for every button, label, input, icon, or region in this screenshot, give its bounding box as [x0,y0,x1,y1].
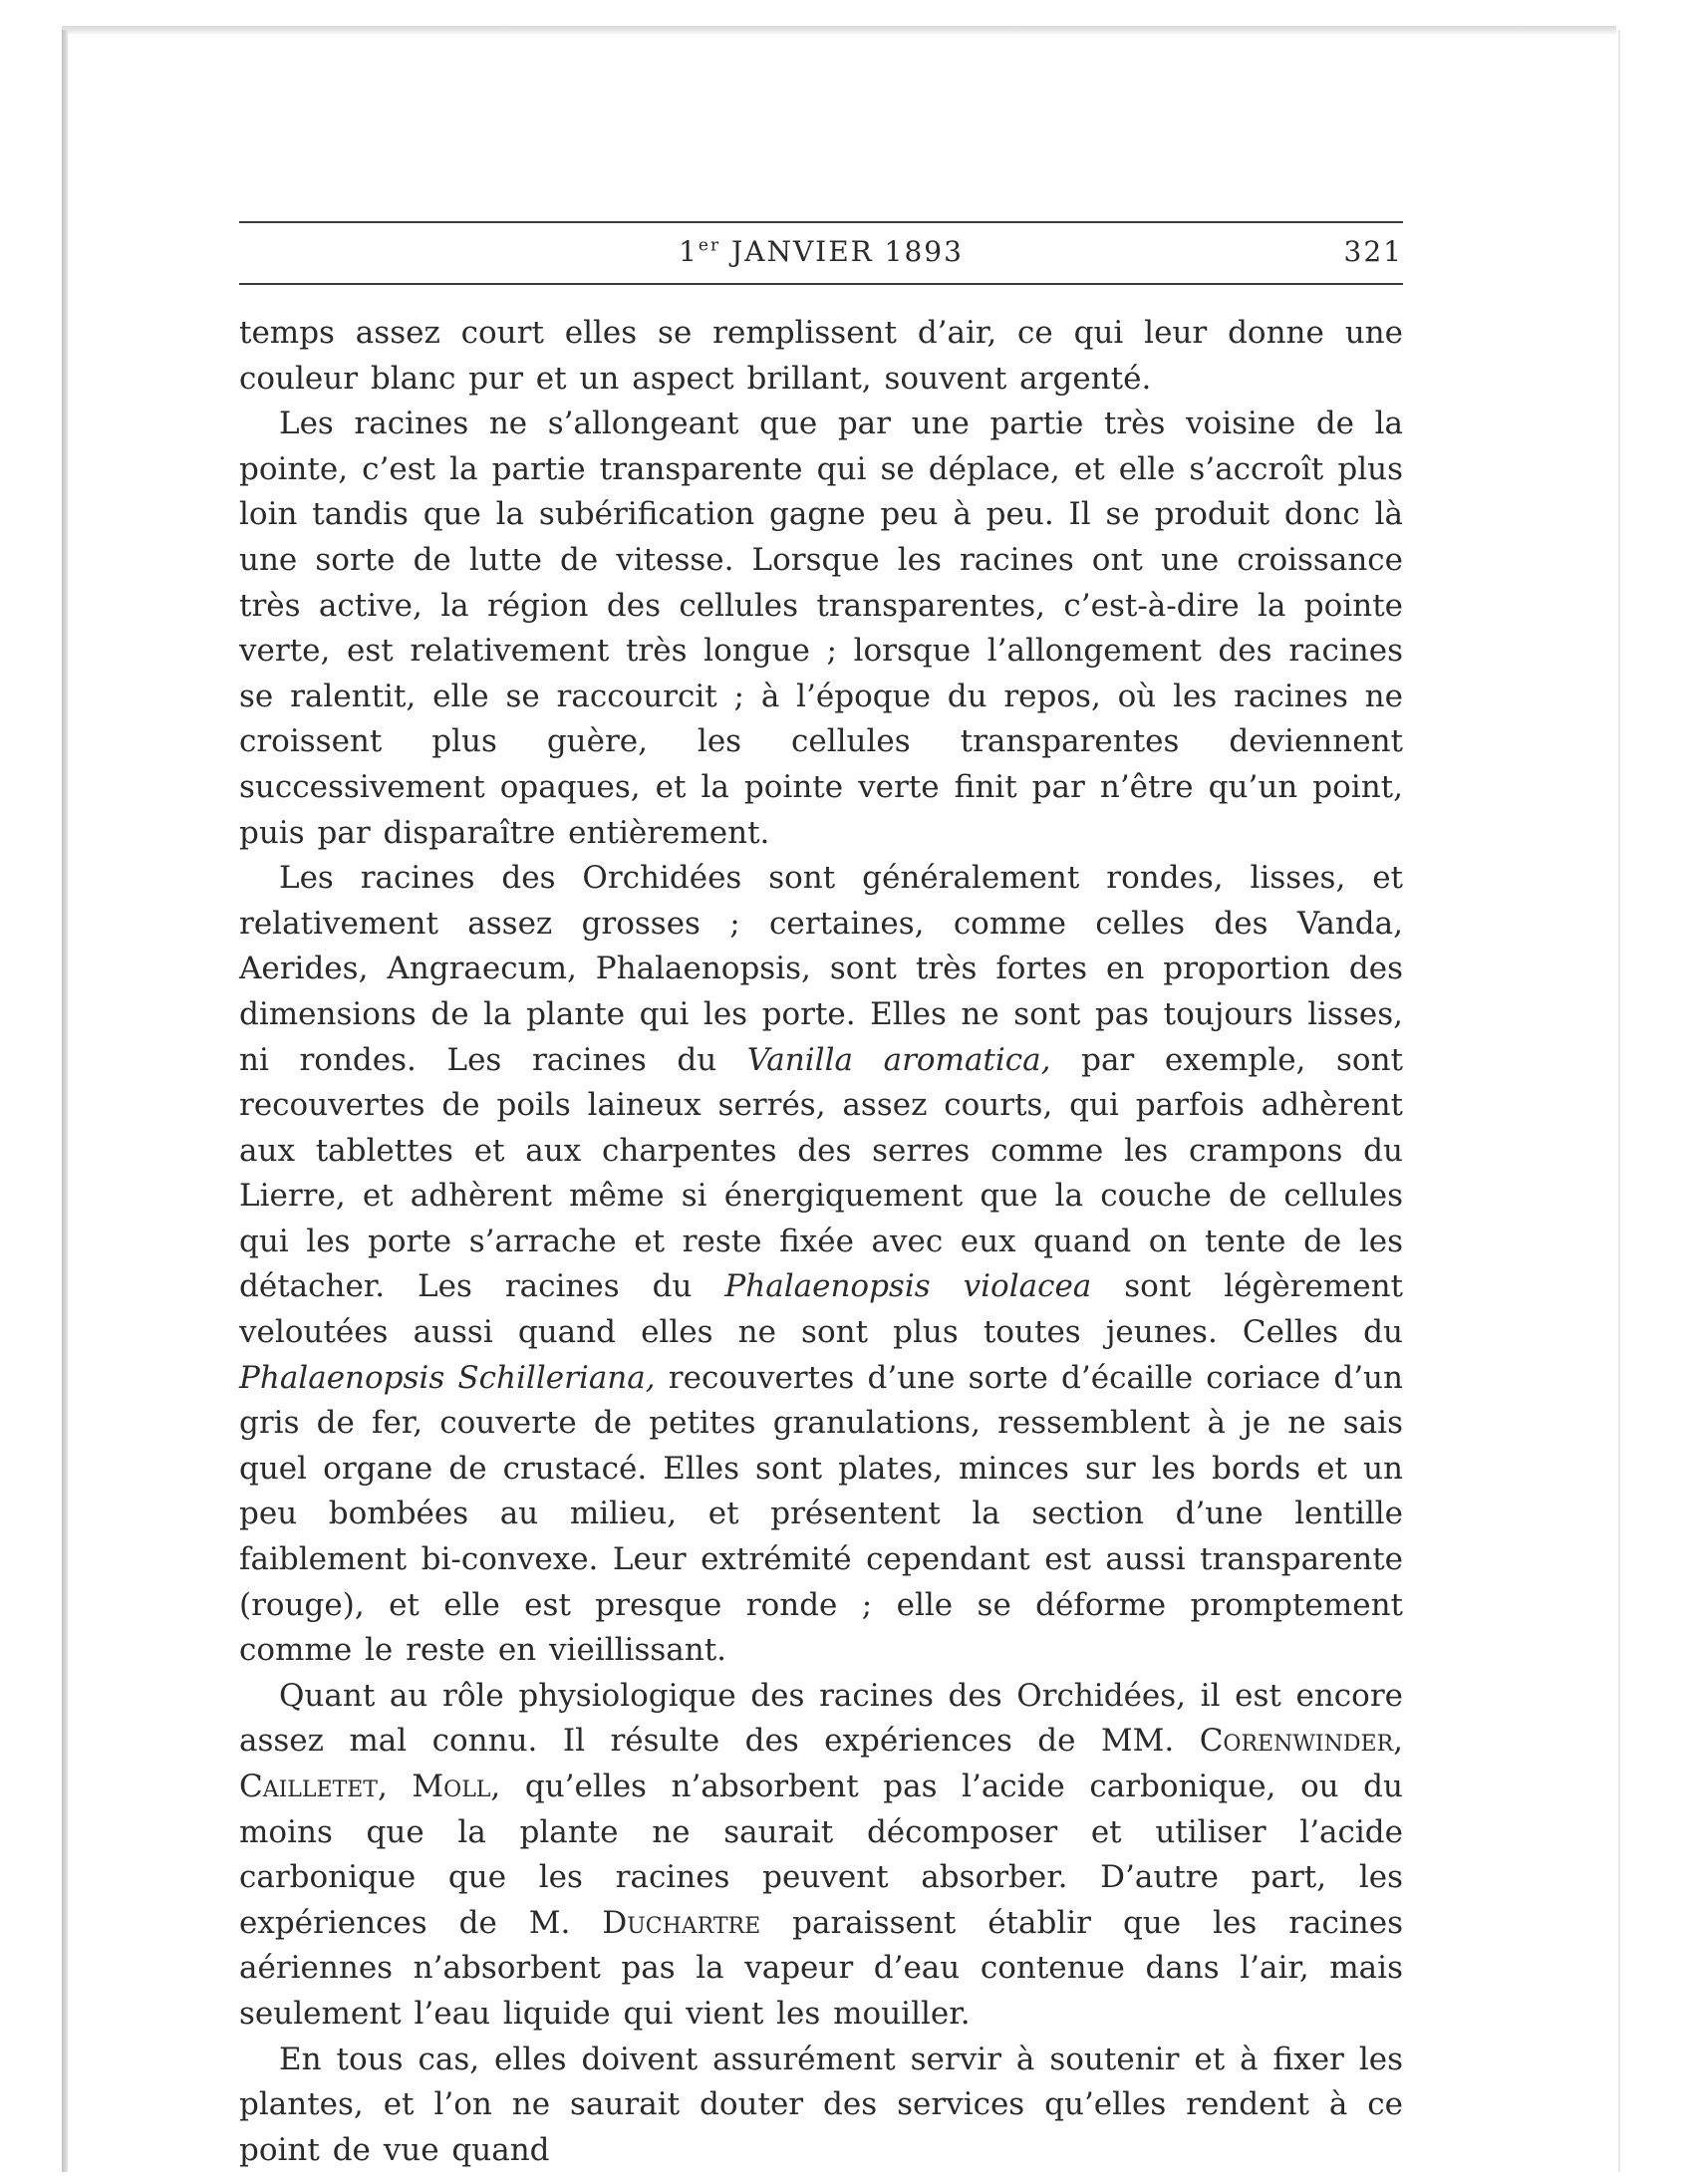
scan-top-edge [62,26,1616,34]
paragraph-text: sont légèrement veloutées aussi quand elles ne sont plus toutes jeunes. Celles du [239,1268,1404,1351]
header-bottom-rule [239,283,1403,285]
paragraph-4 [239,1674,1403,2038]
paragraph-2 [239,402,1403,856]
author-name: Corenwinder [1199,1723,1394,1760]
paragraph-text: En tous cas, elles doivent assurément servir à soutenir et à fixer les plantes, et l’on ne saurait douter des services qu’elles rendent à ce point de vue quand [239,2041,1403,2168]
paragraph-5 [239,2038,1403,2174]
paragraph-text: paraissent établir que les racines aériennes n’absorbent pas la vapeur d’eau contenue dans l’air, mais seulement l’eau liquide qui vient les mouiller. [239,1904,1404,2032]
author-name: Cailletet [239,1769,378,1804]
paragraph-text: Les racines des Orchidées sont généralement rondes, lisses, et relativement assez grosses ; certaines, comme celles des Vanda, Aerides, Angraecum, Phalaenopsis, sont très fortes en proportion des dimensions de la plante qui les porte. Elles ne sont pas toujours lisses, ni rondes. Les racines du [239,860,1403,1078]
running-head-date [239,235,1403,268]
paragraph-text: recouvertes d’une sorte d’écaille coriace d’un gris de fer, couverte de petites granulations, ressemblent à je ne sais quel organe de crustacé. Elles sont plates, minces sur les bords et un peu bombées au milieu, et présentent la section d’une lentille faiblement bi-convexe. Leur extrémité cependant est aussi transparente (rouge), et elle est presque ronde ; elle se déforme promptement comme le reste en vieillissant. [239,1359,1403,1669]
paragraph-text: , qu’elles n’absorbent pas l’acide carbonique, ou du moins que la plante ne saurait décomposer et utiliser l’acide carbonique que les racines peuvent absorber. D’autre part, les expériences de M. [239,1769,1403,1941]
author-name: Duchartre [602,1904,761,1941]
paragraph-text: temps assez court elles se remplissent d’air, ce qui leur donne une couleur blanc pur et un aspect brillant, souvent argenté. [239,315,1403,397]
page-content [239,221,1403,2173]
scan-right-edge [1618,30,1620,2172]
italic-species-name: Phalaenopsis violacea [724,1268,1092,1305]
running-head-month-year: JANVIER 1893 [731,235,964,268]
paragraph-text: Quant au rôle physiologique des racines des Orchidées, il est encore assez mal connu. Il résulte des expériences de MM. [239,1677,1403,1760]
running-head-day-suffix: er [698,235,721,256]
paragraph-text: , [1393,1723,1403,1760]
paragraph-text: par exemple, sont recouvertes de poils laineux serrés, assez courts, qui parfois adhèrent aux tablettes et aux charpentes des serres comme les crampons du Lierre, et adhèrent même si énergiquement que la couche de cellules qui les porte s’arrache et reste fixée avec eux quand on tente de les détacher. Les racines du [239,1041,1403,1305]
scan-left-edge [62,30,68,2172]
body-text [239,311,1403,2173]
paragraph-text: , [377,1769,413,1804]
paragraph-1 [239,311,1403,402]
paragraph-text: Les racines ne s’allongeant que par une partie très voisine de la pointe, c’est la partie transparente qui se déplace, et elle s’accroît plus loin tandis que la subérification gagne peu à peu. Il se produit donc là une sorte de lutte de vitesse. Lorsque les racines ont une croissance très active, la région des cellules transparentes, c’est-à-dire la pointe verte, est relativement très longue ; lorsque l’allongement des racines se ralentit, elle se raccourcit ; à l’époque du repos, où les racines ne croissent plus guère, les cellules transparentes deviennent successivement opaques, et la pointe verte finit par n’être qu’un point, puis par disparaître entièrement. [239,406,1403,851]
italic-species-name: Vanilla aromatica, [746,1041,1051,1078]
page-number: 321 [1343,235,1403,268]
paragraph-3 [239,856,1403,1674]
running-head-day: 1 [679,235,699,268]
running-head [239,223,1403,283]
italic-species-name: Phalaenopsis Schilleriana, [239,1359,656,1396]
author-name: Moll [412,1769,491,1804]
